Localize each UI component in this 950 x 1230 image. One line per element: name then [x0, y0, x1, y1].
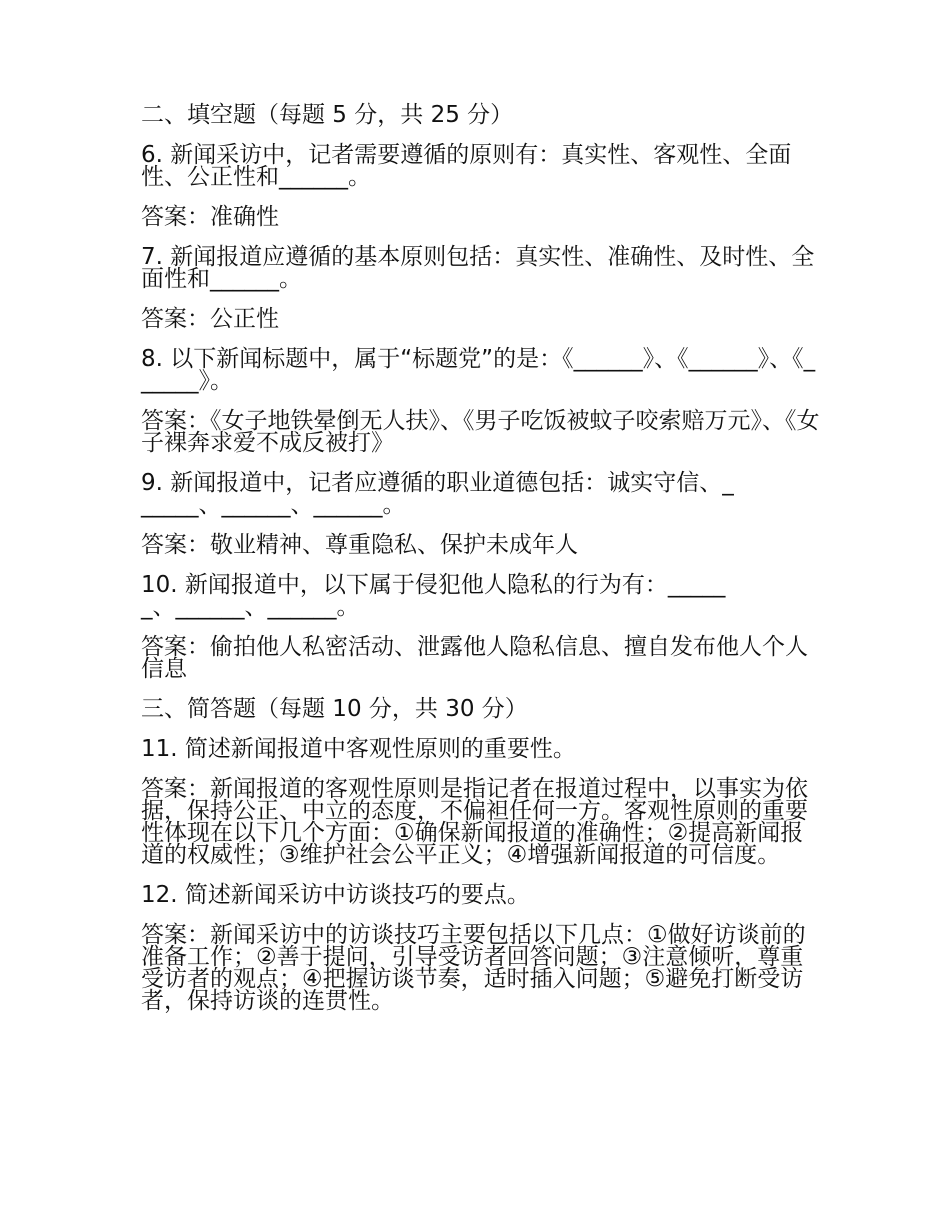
answer-10: 答案：偷拍他人私密活动、泄露他人隐私信息、擅自发布他人个人信息 — [141, 634, 808, 682]
question-12: 12. 简述新闻采访中访谈技巧的要点。 — [141, 882, 530, 908]
question-8: 8. 以下新闻标题中，属于“标题党”的是：《______》、《______》、《______》。 — [141, 346, 816, 394]
answer-12: 答案：新闻采访中的访谈技巧主要包括以下几点：①做好访谈前的准备工作；②善于提问，引导受访者回答问题；③注意倾听，尊重受访者的观点；④把握访谈节奏，适时插入问题；⑤避免打断受访者，保持访谈的连贯性。 — [141, 922, 806, 1014]
question-11: 11. 简述新闻报道中客观性原则的重要性。 — [141, 736, 576, 762]
answer-11: 答案：新闻报道的客观性原则是指记者在报道过程中，以事实为依据，保持公正、中立的态度，不偏袒任何一方。客观性原则的重要性体现在以下几个方面：①确保新闻报道的准确性；②提高新闻报道的权威性；③维护社会公平正义；④增强新闻报道的可信度。 — [141, 776, 808, 868]
answer-6: 答案：准确性 — [141, 204, 279, 230]
question-6: 6. 新闻采访中，记者需要遵循的原则有：真实性、客观性、全面性、公正性和______。 — [141, 142, 792, 190]
document-page — [141, 104, 821, 1030]
section-heading-fill-in: 二、填空题（每题 5 分，共 25 分） — [141, 102, 514, 128]
section-heading-short-answer: 三、简答题（每题 10 分，共 30 分） — [141, 696, 528, 722]
question-9: 9. 新闻报道中，记者应遵循的职业道德包括：诚实守信、______、______、______。 — [141, 470, 734, 518]
answer-7: 答案：公正性 — [141, 306, 279, 332]
question-7: 7. 新闻报道应遵循的基本原则包括：真实性、准确性、及时性、全面性和______。 — [141, 244, 815, 292]
question-10: 10. 新闻报道中，以下属于侵犯他人隐私的行为有：______、______、______。 — [141, 572, 726, 620]
answer-9: 答案：敬业精神、尊重隐私、保护未成年人 — [141, 532, 578, 558]
answer-8: 答案：《女子地铁晕倒无人扶》、《男子吃饭被蚊子咬索赔万元》、《女子裸奔求爱不成反被打》 — [141, 408, 820, 456]
